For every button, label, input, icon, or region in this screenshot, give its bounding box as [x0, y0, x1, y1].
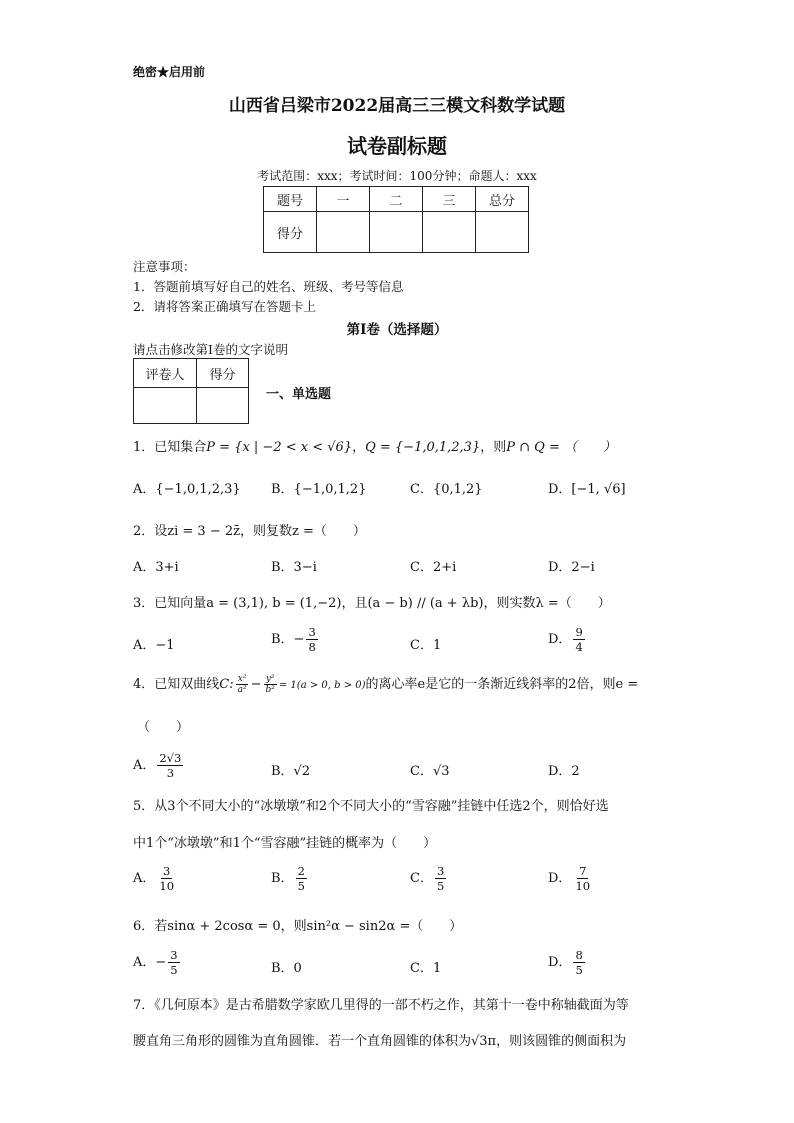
q5-c-den: 5: [436, 879, 445, 893]
grader-header: 评卷人: [134, 359, 197, 388]
q4-option-c: C．√3: [410, 764, 450, 779]
score-cell[interactable]: [476, 212, 529, 253]
q3-option-c: C．1: [410, 638, 442, 653]
q3-option-b-label: B．−: [271, 632, 305, 647]
q6-option-d: [548, 948, 587, 977]
question-4: [133, 673, 638, 695]
q6-a-den: 5: [170, 963, 178, 977]
q2-option-b: B．3−i: [271, 560, 317, 575]
q5-option-b-label: B．: [271, 871, 294, 886]
q5-a-num: 3: [163, 864, 171, 878]
confidential-mark: 绝密★启用前: [133, 65, 206, 79]
score-table: [263, 186, 529, 253]
q4-paren: （ ）: [137, 720, 190, 735]
q4-fy-num: y²: [265, 674, 275, 684]
q5-option-b: [271, 864, 309, 893]
q2-option-a: A．3+i: [133, 560, 179, 575]
score-cell[interactable]: [423, 212, 476, 253]
score-cell[interactable]: [317, 212, 370, 253]
question-7-line1: 7．《几何原本》是古希腊数学家欧几里得的一部不朽之作，其第十一卷中称轴截面为等: [133, 998, 629, 1013]
q5-c-num: 3: [436, 864, 445, 878]
q3-b-num: 3: [308, 625, 316, 639]
q3-option-a: A．−1: [133, 638, 175, 653]
q4-a-num: 2√3: [159, 751, 182, 765]
q3-option-b: [271, 625, 320, 654]
q1-post: ，则: [480, 440, 507, 455]
q6-option-d-label: D．: [548, 955, 572, 970]
q5-b-den: 5: [297, 879, 305, 893]
q1-mid: ，: [352, 440, 366, 455]
part-note[interactable]: 请点击修改第I卷的文字说明: [133, 342, 288, 357]
notice-item: 1．答题前填写好自己的姓名、班级、考号等信息: [133, 279, 404, 294]
q4-curve: C:: [219, 677, 234, 692]
question-1: [133, 436, 616, 455]
grader-header: 得分: [197, 359, 249, 388]
q4-post: 的离心率e是它的一条渐近线斜率的2倍，则e =: [365, 677, 639, 692]
q1-pre: 1．已知集合: [133, 440, 207, 455]
q1-option-c: C．{0,1,2}: [410, 482, 483, 497]
score-cell[interactable]: [370, 212, 423, 253]
question-5-line2: 中1个“冰墩墩”和1个“雪容融”挂链的概率为（ ）: [133, 836, 437, 851]
q4-a-den: 3: [166, 766, 175, 780]
exam-title: 山西省吕梁市2022届高三三模文科数学试题: [228, 96, 566, 116]
q4-fx-den: a²: [237, 685, 247, 695]
grader-cell[interactable]: [134, 388, 197, 424]
question-5-line1: 5．从3个不同大小的“冰墩墩”和2个不同大小的“雪容融”挂链中任选2个，则恰好选: [133, 799, 609, 814]
q1-option-a: A．{−1,0,1,2,3}: [133, 482, 241, 497]
q6-d-num: 8: [575, 948, 583, 962]
q2-option-c: C．2+i: [410, 560, 457, 575]
score-header-cell: 总分: [476, 187, 529, 212]
q4-option-a: [133, 751, 185, 780]
notice-item: 2．请将答案正确填写在答题卡上: [133, 299, 316, 314]
q2-option-d: D．2−i: [548, 560, 595, 575]
q6-option-a: [133, 948, 182, 977]
q3-b-den: 8: [308, 640, 316, 654]
question-7-line2: 腰直角三角形的圆锥为直角圆锥．若一个直角圆锥的体积为√3π，则该圆锥的侧面积为: [133, 1034, 627, 1049]
question-3: 3．已知向量a = (3,1), b = (1,−2)，且(a − b) // (a + λb)，则实数λ =（ ）: [133, 596, 611, 611]
q5-option-d-label: D．: [548, 871, 572, 886]
q4-minus: −: [250, 677, 262, 692]
q5-option-c: [410, 864, 448, 893]
q5-a-den: 10: [159, 879, 175, 893]
score-header-cell: 三: [423, 187, 476, 212]
q5-option-a-label: A．: [133, 871, 156, 886]
q1-ask: P ∩ Q = （ ）: [506, 440, 616, 455]
exam-subtitle: 试卷副标题: [347, 134, 447, 158]
q4-option-d: D．2: [548, 764, 580, 779]
q5-d-den: 10: [575, 879, 591, 893]
q5-b-num: 2: [297, 864, 305, 878]
q5-option-a: [133, 864, 178, 893]
notice-title: 注意事项：: [133, 259, 196, 274]
q6-d-den: 5: [575, 963, 583, 977]
q1-set-q: Q = {−1,0,1,2,3}: [365, 440, 481, 455]
score-row-label: 得分: [264, 212, 317, 253]
q4-fy-den: b²: [265, 685, 275, 695]
question-6: 6．若sinα + 2cosα = 0，则sin²α − sin2α =（ ）: [133, 919, 463, 934]
q6-a-num: 3: [170, 948, 178, 962]
q4-option-a-label: A．: [133, 758, 156, 773]
q6-option-b: B．0: [271, 961, 302, 976]
q5-option-c-label: C．: [410, 871, 433, 886]
grader-table: [133, 358, 249, 424]
q3-d-num: 9: [575, 625, 583, 639]
q5-option-d: [548, 864, 594, 893]
q4-fx-num: x²: [237, 674, 247, 684]
q3-option-d: [548, 625, 587, 654]
question-2: 2．设zi = 3 − 2z̄，则复数z =（ ）: [133, 524, 366, 539]
q6-option-c: C．1: [410, 961, 442, 976]
q1-option-b: B．{−1,0,1,2}: [271, 482, 367, 497]
section-heading: 一、单选题: [266, 387, 332, 402]
q1-option-d: D．[−1, √6]: [548, 482, 626, 497]
score-header-cell: 题号: [264, 187, 317, 212]
q3-d-den: 4: [575, 640, 583, 654]
score-header-cell: 二: [370, 187, 423, 212]
q3-option-d-label: D．: [548, 632, 572, 647]
q6-option-a-label: A．−: [133, 955, 167, 970]
grader-cell[interactable]: [197, 388, 249, 424]
score-header-cell: 一: [317, 187, 370, 212]
q4-option-b: B．√2: [271, 764, 311, 779]
q4-pre: 4．已知双曲线: [133, 677, 220, 692]
q1-set-p: P = {x | −2 < x < √6}: [206, 440, 353, 455]
part-title: 第I卷（选择题）: [346, 322, 448, 338]
q5-d-num: 7: [579, 864, 587, 878]
q4-cond: = 1(a > 0, b > 0): [278, 680, 366, 691]
exam-meta: 考试范围：xxx；考试时间：100分钟；命题人：xxx: [257, 169, 537, 183]
